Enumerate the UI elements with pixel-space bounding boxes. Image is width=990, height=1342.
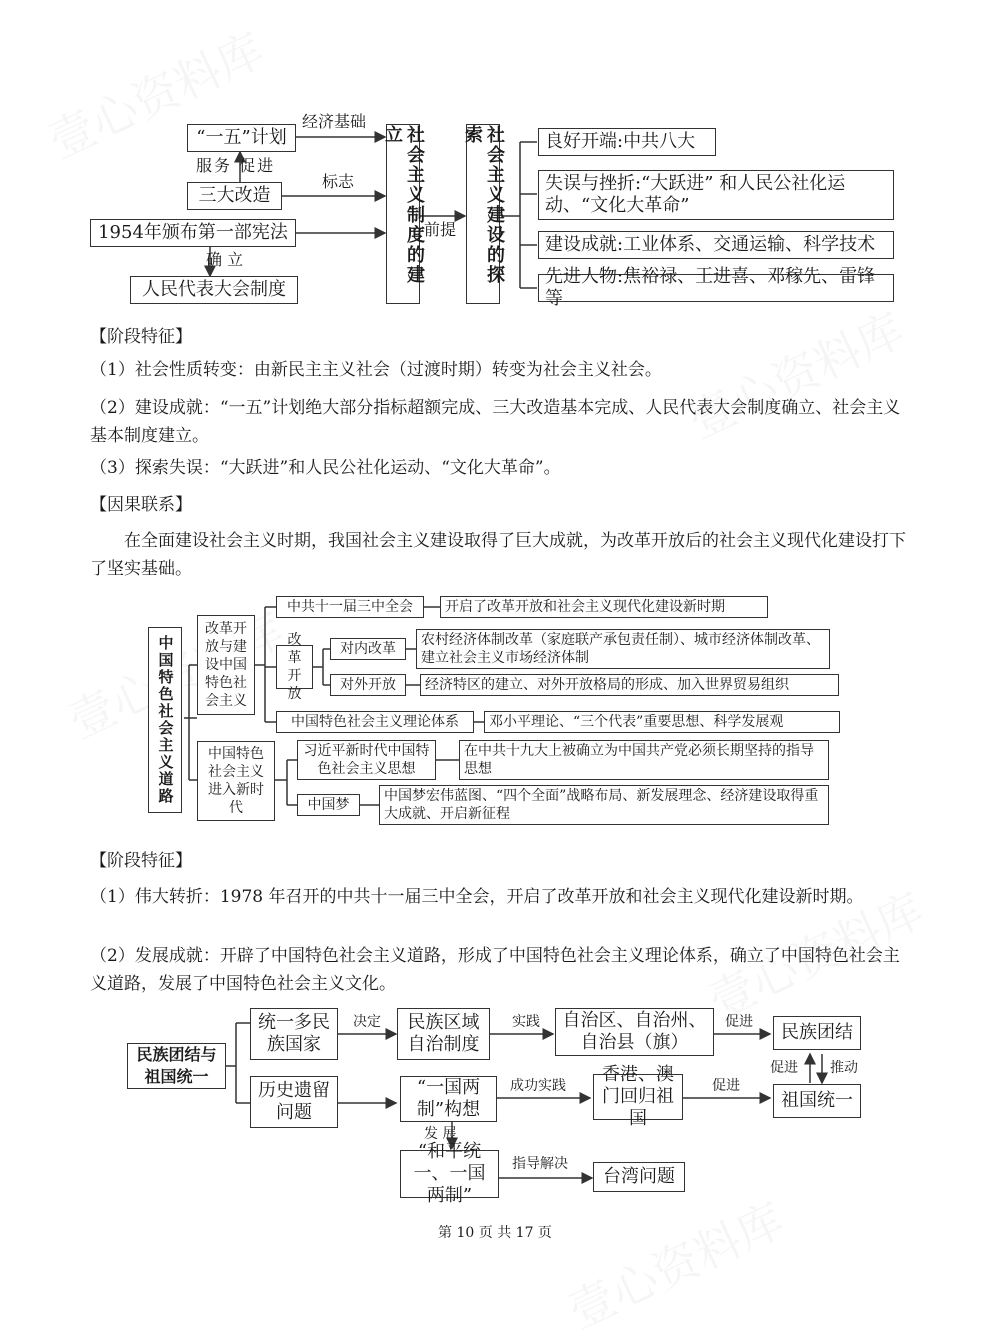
achievements-box: 建设成就:工业体系、交通运输、科学技术 — [538, 231, 894, 259]
socialist-road-box — [148, 627, 182, 813]
section-heading: 【因果联系】 — [90, 495, 192, 515]
three-transformations-box: 三大改造 — [187, 182, 282, 210]
chinese-dream-desc-box: 中国梦宏伟蓝图、“四个全面”战略布局、新发展理念、经济建设取得重大成就、开启新征程 — [379, 785, 829, 825]
paragraph: （3）探索失误：“大跃进”和人民公社化运动、“文化大革命”。 — [90, 458, 561, 478]
label-practice: 实践 — [512, 1014, 540, 1030]
domestic-reform-desc-box: 农村经济体制改革（家庭联产承包责任制）、城市经济体制改革、建立社会主义市场经济体制 — [416, 629, 830, 669]
taiwan-issue-box: 台湾问题 — [593, 1162, 685, 1192]
hk-macao-return-box: 香港、澳门回归祖国 — [593, 1074, 683, 1120]
section-heading: 【阶段特征】 — [90, 327, 192, 347]
label-mark: 标志 — [322, 172, 355, 191]
first-five-year-plan-box: “一五”计划 — [187, 124, 296, 152]
page-number: 第 10 页 共 17 页 — [438, 1225, 552, 1241]
label-premise: 前提 — [424, 220, 457, 239]
historical-issues-box: 历史遗留问题 — [250, 1076, 338, 1128]
reunification-box: 祖国统一 — [773, 1084, 861, 1118]
third-plenary-box: 中共十一届三中全会 — [276, 596, 424, 618]
socialist-exploration-label: 社会主义建设的探索 — [462, 125, 505, 285]
paragraph: （1）伟大转折：1978 年召开的中共十一届三中全会，开启了改革开放和社会主义现代化建设新时期。 — [90, 887, 864, 907]
autonomous-regions-box: 自治区、自治州、自治县（旗） — [555, 1008, 714, 1056]
ethnic-unity-box: 民族团结 — [773, 1016, 861, 1050]
socialist-road-label: 中国特色社会主义道路 — [156, 635, 175, 805]
new-era-box: 中国特色社会主义进入新时代 — [197, 741, 275, 821]
label-guide-resolve: 指导解决 — [512, 1156, 568, 1172]
label-success-practice: 成功实践 — [510, 1078, 566, 1094]
socialist-exploration-box — [462, 124, 505, 304]
regional-autonomy-box: 民族区域自治制度 — [397, 1008, 490, 1060]
label-promote: 促进 — [712, 1078, 740, 1094]
paragraph: 在全面建设社会主义时期，我国社会主义建设取得了巨大成就，为改革开放后的社会主义现代化建设打下了坚实基础。 — [90, 531, 906, 579]
label-push: 推动 — [830, 1060, 858, 1076]
label-promote: 促进 — [725, 1014, 753, 1030]
label-develop: 发 展 — [424, 1126, 457, 1142]
label-economic-basis: 经济基础 — [302, 112, 367, 131]
good-start-box: 良好开端:中共八大 — [538, 128, 716, 156]
xi-thought-desc-box: 在中共十九大上被确立为中国共产党必须长期坚持的指导思想 — [459, 740, 829, 780]
paragraph: （1）社会性质转变：由新民主主义社会（过渡时期）转变为社会主义社会。 — [90, 360, 662, 380]
constitution-1954-box: 1954年颁布第一部宪法 — [90, 219, 296, 247]
label-serve-promote: 服务 促进 — [196, 156, 276, 175]
label-promote: 促进 — [770, 1060, 798, 1076]
domestic-reform-box: 对内改革 — [330, 638, 406, 660]
paragraph: （2）发展成就：开辟了中国特色社会主义道路，形成了中国特色社会主义理论体系，确立了中国特色社会主义道路，发展了中国特色社会主义文化。 — [90, 946, 900, 994]
theory-system-box: 中国特色社会主义理论体系 — [276, 711, 474, 733]
one-country-two-systems-box: “一国两制”构想 — [400, 1076, 497, 1122]
advanced-figures-box: 先进人物:焦裕禄、王进喜、邓稼先、雷锋等 — [538, 274, 894, 302]
mistakes-box: 失误与挫折:“大跃进” 和人民公社化运动、“文化大革命” — [538, 170, 894, 220]
third-plenary-desc-box: 开启了改革开放和社会主义现代化建设新时期 — [440, 596, 768, 618]
watermark — [557, 1184, 793, 1341]
chinese-dream-box: 中国梦 — [297, 794, 360, 816]
reform-opening-box: 改革开放 — [276, 645, 313, 689]
opening-up-desc-box: 经济特区的建立、对外开放格局的形成、加入世界贸易组织 — [420, 674, 839, 696]
paragraph: （2）建设成就：“一五”计划绝大部分指标超额完成、三大改造基本完成、人民代表大会制度确立、社会主义基本制度建立。 — [90, 398, 901, 446]
peaceful-reunification-box: “和平统一、一国两制” — [400, 1150, 499, 1198]
ethnic-unity-root-box: 民族团结与祖国统一 — [127, 1043, 226, 1089]
reform-building-box: 改革开放与建设中国特色社会主义 — [197, 615, 255, 715]
opening-up-box: 对外开放 — [330, 674, 406, 696]
section-heading: 【阶段特征】 — [90, 851, 192, 871]
multi-ethnic-state-box: 统一多民族国家 — [250, 1008, 338, 1060]
peoples-congress-box: 人民代表大会制度 — [130, 276, 298, 304]
socialist-system-box — [382, 124, 425, 304]
label-establish: 确 立 — [206, 250, 244, 269]
xi-thought-box: 习近平新时代中国特色社会主义思想 — [297, 740, 436, 780]
label-decide: 决定 — [353, 1014, 381, 1030]
theory-system-desc-box: 邓小平理论、“三个代表”重要思想、科学发展观 — [484, 711, 840, 733]
socialist-system-label: 社会主义制度的建立 — [382, 125, 425, 285]
